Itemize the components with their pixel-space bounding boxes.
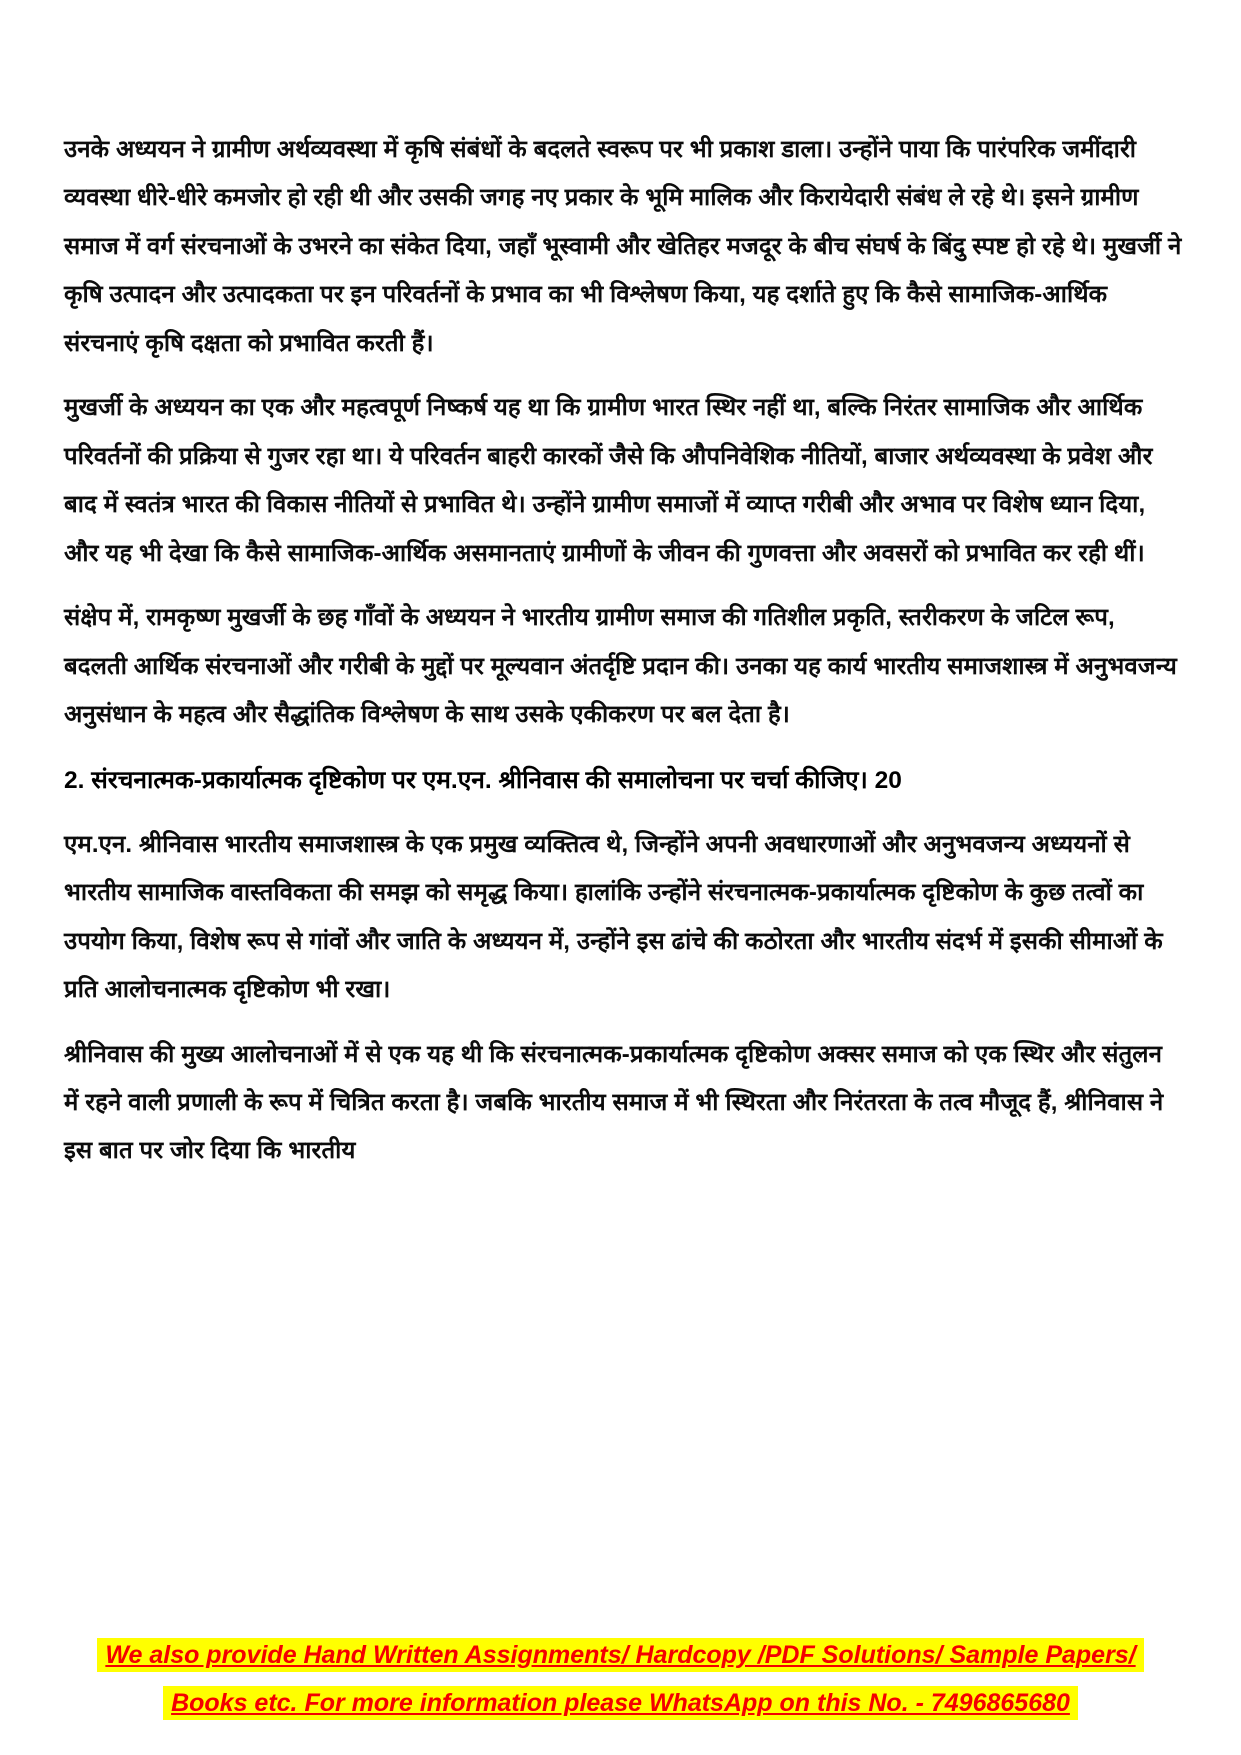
promo-footer-row [0,1633,1241,1681]
paragraph-srinivas-critique: श्रीनिवास की मुख्य आलोचनाओं में से एक यह थी कि संरचनात्मक-प्रकार्यात्मक दृष्टिकोण अक्सर समाज को एक स्थिर और संतुलन में रहने वाली प्रणाली के रूप में चित्रित करता है। जबकि भारतीय समाज में भी स्थिरता और निरंतरता के तत्व मौजूद हैं, श्रीनिवास ने इस बात पर जोर दिया कि भारतीय [64,1040,1164,1165]
paragraph-srinivas-intro: एम.एन. श्रीनिवास भारतीय समाजशास्त्र के एक प्रमुख व्यक्तित्व थे, जिन्होंने अपनी अवधारणाओं और अनुभवजन्य अध्ययनों से भारतीय सामाजिक वास्तविकता की समझ को समृद्ध किया। हालांकि उन्होंने संरचनात्मक-प्रकार्यात्मक दृष्टिकोण के कुछ तत्वों का उपयोग किया, विशेष रूप से गांवों और जाति के अध्ययन में, उन्होंने इस ढांचे की कठोरता और भारतीय संदर्भ में इसकी सीमाओं के प्रति आलोचनात्मक दृष्टिकोण भी रखा। [64,830,1163,1004]
paragraph-rural-change: मुखर्जी के अध्ययन का एक और महत्वपूर्ण निष्कर्ष यह था कि ग्रामीण भारत स्थिर नहीं था, बल्कि निरंतर सामाजिक और आर्थिक परिवर्तनों की प्रक्रिया से गुजर रहा था। ये परिवर्तन बाहरी कारकों जैसे कि औपनिवेशिक नीतियों, बाजार अर्थव्यवस्था के प्रवेश और बाद में स्वतंत्र भारत की विकास नीतियों से प्रभावित थे। उन्होंने ग्रामीण समाजों में व्याप्त गरीबी और अभाव पर विशेष ध्यान दिया, और यह भी देखा कि कैसे सामाजिक-आर्थिक असमानताएं ग्रामीणों के जीवन की गुणवत्ता और अवसरों को प्रभावित कर रही थीं। [64,394,1153,567]
question-heading: 2. संरचनात्मक-प्रकार्यात्मक दृष्टिकोण पर एम.एन. श्रीनिवास की समालोचना पर चर्चा कीजिए। 20 [64,766,902,794]
promo-footer-row [0,1681,1241,1729]
promo-footer-line-1: We also provide Hand Written Assignments/ Hardcopy /PDF Solutions/ Sample Papers/ [97,1638,1143,1672]
document-body [64,126,1183,1192]
paragraph-summary-mukherjee: संक्षेप में, रामकृष्ण मुखर्जी के छह गाँवों के अध्ययन ने भारतीय ग्रामीण समाज की गतिशील प्रकृति, स्तरीकरण के जटिल रूप, बदलती आर्थिक संरचनाओं और गरीबी के मुद्दों पर मूल्यवान अंतर्दृष्टि प्रदान की। उनका यह कार्य भारतीय समाजशास्त्र में अनुभवजन्य अनुसंधान के महत्व और सैद्धांतिक विश्लेषण के साथ उसके एकीकरण पर बल देता है। [64,604,1177,729]
promo-footer [0,1633,1241,1729]
paragraph-agrarian-relations: उनके अध्ययन ने ग्रामीण अर्थव्यवस्था में कृषि संबंधों के बदलते स्वरूप पर भी प्रकाश डाला। उन्होंने पाया कि पारंपरिक जमींदारी व्यवस्था धीरे-धीरे कमजोर हो रही थी और उसकी जगह नए प्रकार के भूमि मालिक और किरायेदारी संबंध ले रहे थे। इसने ग्रामीण समाज में वर्ग संरचनाओं के उभरने का संकेत दिया, जहाँ भूस्वामी और खेतिहर मजदूर के बीच संघर्ष के बिंदु स्पष्ट हो रहे थे। मुखर्जी ने कृषि उत्पादन और उत्पादकता पर इन परिवर्तनों के प्रभाव का भी विश्लेषण किया, यह दर्शाते हुए कि कैसे सामाजिक-आर्थिक संरचनाएं कृषि दक्षता को प्रभावित करती हैं। [64,136,1182,357]
promo-footer-line-2: Books etc. For more information please WhatsApp on this No. - 7496865680 [163,1686,1078,1720]
